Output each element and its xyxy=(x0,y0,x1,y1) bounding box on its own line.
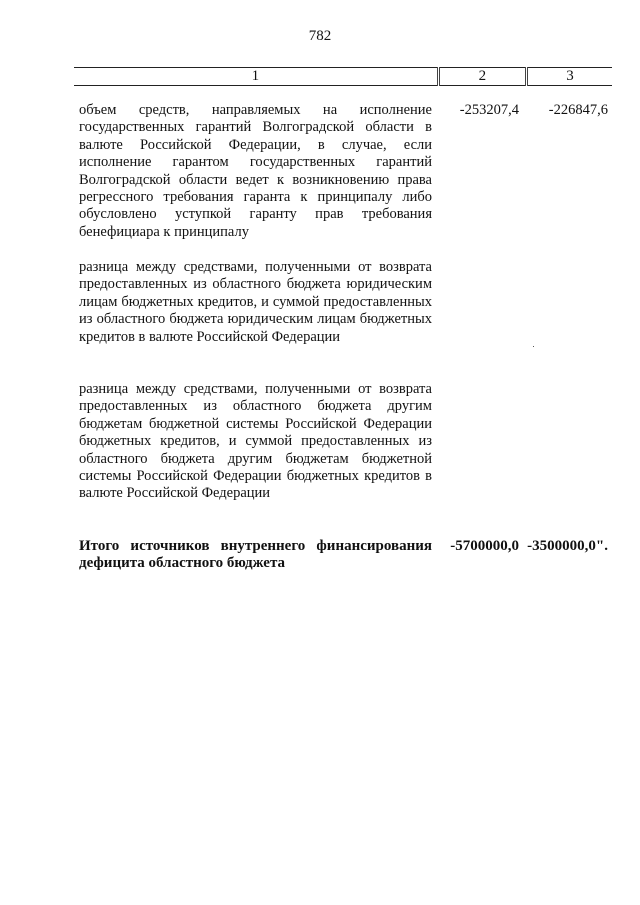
row-value-col2: -253207,4 xyxy=(459,102,519,118)
row-description: разница между средствами, полученными от возврата предоставленных из областного бюджета другим бюджетам бюджетной системы Российской Федерации бюджетных кредитов, и суммой предоставленных из областного бюджета другим бюджетам бюджетной системы Российской Федерации бюджетных кредитов в валюте Российской Федерации xyxy=(79,381,432,502)
scan-speck xyxy=(533,346,534,347)
row-value-col3-total: -3500000,0". xyxy=(527,538,608,554)
row-description-total: Итого источников внутреннего финансирования дефицита областного бюджета xyxy=(79,538,432,572)
column-header-row xyxy=(74,67,612,86)
row-value-col2-total: -5700000,0 xyxy=(450,538,519,554)
page-number: 782 xyxy=(308,28,332,44)
row-value-col3: -226847,6 xyxy=(548,102,608,118)
column-header-3: 3 xyxy=(526,68,612,86)
row-description: разница между средствами, полученными от возврата предоставленных из областного бюджета юридическим лицам бюджетных кредитов, и суммой предоставленных из областного бюджета юридическим лицам бюджетных кредитов в валюте Российской Федерации xyxy=(79,259,432,345)
column-header-1: 1 xyxy=(74,68,438,86)
column-header-2: 2 xyxy=(438,68,526,86)
row-description: объем средств, направляемых на исполнение государственных гарантий Волгоградской области в валюте Российской Федерации, в случае, если исполнение гарантом государственных гарантий Волгоградской области ведет к возникновению права регрессного требования гаранта к принципалу либо обусловлено уступкой гаранту прав требования бенефициара к принципалу xyxy=(79,102,432,240)
